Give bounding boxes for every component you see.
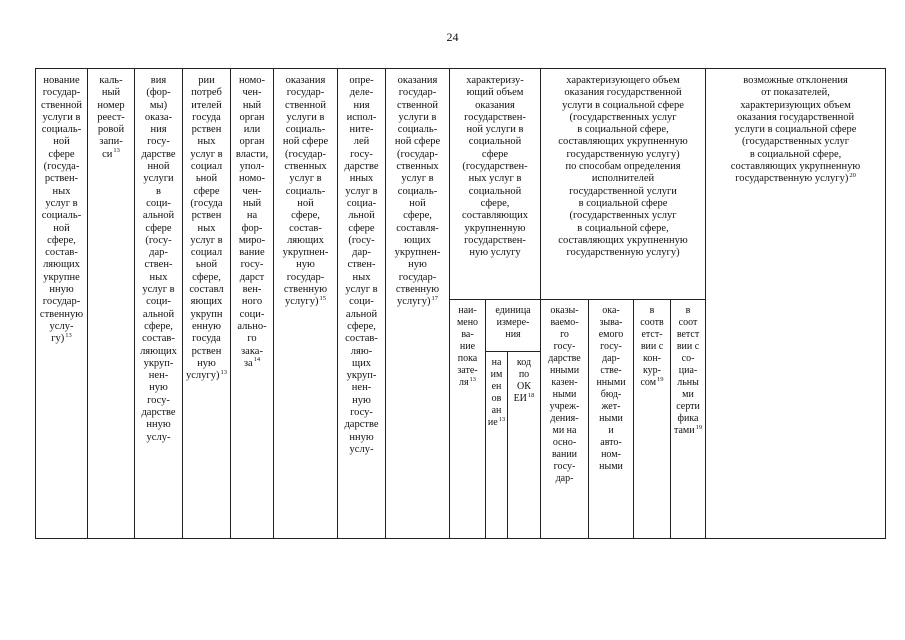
col-budget-institutions: ока- зыва- емого госу- дар- стве- нными бюд- жет- ными и авто- ном- ными: [589, 300, 634, 539]
col-by-certificates: в соот ветст вии с со- циа- льны ми серти фика тами$^{19}$: [671, 300, 706, 539]
col-unit-code: код по ОК ЕИ$^{18}$: [508, 352, 541, 539]
col-service-forms: вия (фор- мы) оказа- ния госу- дарстве нной услуги в соци- альной сфере (госу- дар- ствен- ных услуг в соци- альной сфере, состав- ляющих укруп- нен- ную госу- дарстве нную услу-: [135, 69, 183, 539]
col-consumer-categories: рии потреб ителей госуда рствен ных услуг в социал ьной сфере (госуда рствен ных услуг в социал ьной сфере, составл яющих укрупн енную госуда рствен ную услугу)$^{13}$: [183, 69, 231, 539]
col-unit-name: на им ен ов ан $ие^{13}$: [486, 352, 508, 539]
col-state-institutions: оказы- ваемо- го госу- дарстве нными казен- ными учреж- дения- ми на осно- вании госу- дар-: [541, 300, 589, 539]
col-register-number: каль- ный номер реест- ровой запи- $си^{13}$: [88, 69, 135, 539]
col-authorized-body: номо- чен- ный орган или орган власти, упол- номо- чен- ный на фор- миро- вание госу- дарст вен- ного соци- ально- го зака- $за^{14}$: [231, 69, 274, 539]
data-table: [35, 68, 886, 539]
col-service-term: оказания государ- ственной услуги в социаль- ной сфере (государ- ственных услуг в социаль- ной сфере, состав- ляющих укрупнен- ную государ- ственную услугу)$^{15}$: [274, 69, 338, 539]
group-deviations: возможные отклонения от показателей, характеризующих объем оказания государственной услуги в социальной сфере (государственных услуг в социальной сфере, составляющих укрупненную государственную услугу)$^{20}$: [706, 69, 886, 539]
group-volume-indicator: характеризу- ющий объем оказания государствен- ной услуги в социальной сфере (государствен- ных услуг в социальной сфере, составляющих укрупненную государствен- ную услугу: [450, 69, 541, 300]
col-indicator-name: наи- мено ва- ние пока зате- $ля^{13}$: [450, 300, 486, 539]
col-by-competition: в соотв етст- вии с кон- кур- сом$^{19}$: [634, 300, 671, 539]
col-service-name: нование государ- ственной услуги в социаль- ной сфере (госуда- рствен- ных услуг в социаль- ной сфере, состав- ляющих укрупне нную государ- ственную услу- гу)$^{13}$: [36, 69, 88, 539]
group-volume-by-method: характеризующего объем оказания государственной услуги в социальной сфере (государственных услуг в социальной сфере, составляющих укрупненную государственную услугу) по способам определения исполнителей государственной услуги в социальной сфере (государственных услуг в социальной сфере, составляющих укрупненную государственную услугу): [541, 69, 706, 300]
col-service-place: оказания государ- ственной услуги в социаль- ной сфере (государ- ственных услуг в социаль- ной сфере, составля- ющих укрупнен- ную государ- ственную услугу)$^{17}$: [386, 69, 450, 539]
col-executor-method: опре- деле- ния испол- ните- лей госу- дарстве нных услуг в социа- льной сфере (госу- дар- ствен- ных услуг в соци- альной сфере, состав- ляю- щих укруп- нен- ную госу- дарстве нную услу-: [338, 69, 386, 539]
col-unit-header: единица измере- ния: [486, 300, 541, 352]
page-number: 24: [446, 30, 459, 44]
